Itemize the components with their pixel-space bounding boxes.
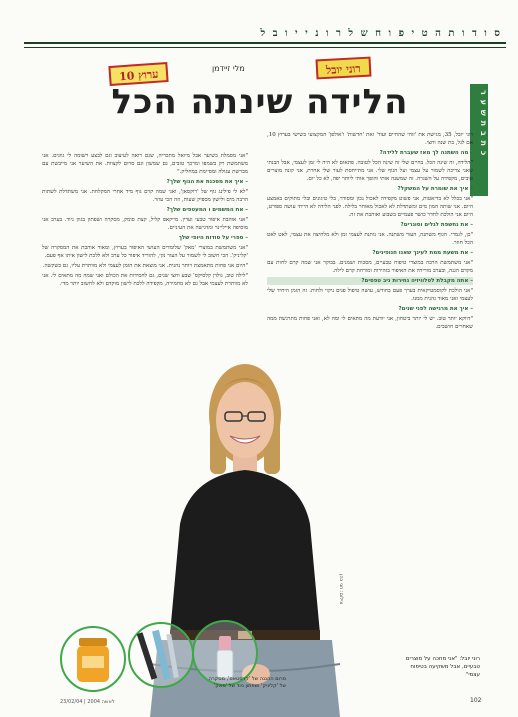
side-strip-label: כ ת ב ת ש ע ר [479,90,488,157]
interview-question: – את משעת ממת לעינך שאנו חנופינים? [372,250,473,256]
product-caption: סרום ההגנה של 'קרסטאס', מסקרה של 'קליניק' ושפתון ניוד של 'מאק' [208,676,286,689]
serum-bottle-icon [62,628,124,690]
article-paragraph: "אני מסמלת בשיער אבל מיואל מתכריה, שגם רואה לעיצוב וגם לבצע רשומה לי גוונים. אני משתמשת רק בשמפו ומרכך טובים, גם שמשון וגם סרום לקצוות. את השיער אני מייבשת עם מברשת עגולה ומסיימת במחליק." [42,153,248,175]
name-tag: רוני יובל [316,57,372,80]
section-banner: ס ו ד ו ת ה ט י פ ו ח ש ל ר ו נ י י ו ב ל [260,28,502,39]
article-paragraph: "דווקא יותר טוב. יש לי יותר ביטחון, אני יודעת מה מתאים לי ומה לא, ואני פחות מתרגשת ממה שאחרים חושבים. [267,316,473,330]
article-paragraph: "כן, לגמרי. הגוף משתנה, העור משתנה. אני נותנת לעצמי זמן ולא מלחיצה את עצמי, לאט לאט הכל חוזר. [267,232,473,246]
article-paragraph: "לא לי פילינג גוף של 'רוקסאן', ואני שמה קרם גוף מיד אחרי המקלחת. אני משתדלת לשתות הרבה מים ולישון מספיק שעות, וזה הכי עוזר. [42,189,248,203]
article-paragraph: רוני יובל, 35, מגישת את 'זוהי שהחיים ועוד' זאת 'חדשות' ו'אולפן' המקצועי בשישי בערוץ 10, אם לגל, בת שנה וחצי. [267,132,473,146]
channel-tag: ערוץ 10 [108,62,169,86]
article-paragraph: "אני הולכת לקוסמטיקאית בערך פעם בחודש, עושה טיפול פנים ניקוי ולחות. זה הזמן היחיד שלי לעצמי ואני מאוד נהנית ממנו. [267,288,473,302]
interview-question: – את נחשפת לגלים וסוגרים? [400,222,473,228]
article-paragraph: "לילה טוב, גולדן קלסיקס' שבע וחצי שנים, גם לחסידות את הכולם ואני שמה מה מתאים לי. אני לא מוותרת לעצמי אבל גם לא מחמירה, מקפידה ללכת לישון מוקדם ולא לחשוב יותר מדי. [42,273,248,287]
interview-question: – מה השתנה לך מאז שעברת ללידה? [379,150,473,156]
article-paragraph: "היום אני פחות מתאמצת ויותר נהנית. אני מוצאת את הזמן לעצמי ולא מוותרת עליו, גם כשקשה. [42,263,248,269]
author-byline: מלי זיידמן [212,64,245,73]
headline: הלידה שינתה הכל [111,82,409,122]
photo-side-caption: רוני יובל: "אני מחכה על מוצרים טבעיים, אבל משקיעה בטיפוח עצמי" [405,656,480,678]
banner-rule [24,42,506,48]
interview-question: – איך את מרגישה לפני שנים? [398,306,473,312]
interview-question: – את המשמים ו המעטפים שלך? [166,207,248,213]
interview-question: – אתה מקבלת לטלוויזיה נחירות ניב טפסים? [267,277,473,285]
article-paragraph: "אני משתמשת הרבה במוצרי טיפוח טבעיים, מסכות ושמנים. בבוקר אני שמה קרם לחות עם מקדם הגנה, ובערב מורידה את האיפור בזהירות ומורחת קרם לילה. [267,260,473,274]
page-number: 102 [470,697,482,704]
product-circle-mascara [128,622,194,688]
photo-credit: צילום: חגי כהן [338,574,344,605]
interview-question: – איך את שומרת על המשקל? [397,186,473,192]
interview-question: – ספרי על סודות היופי שלך [178,235,248,241]
lipstick-icon [194,622,256,684]
mascara-icon [130,624,192,686]
article-paragraph: "אני משתמשת במוצרי 'מאק' שלומדים העושי האיפור בערוץ, ומאוד אוהבת את המסקרה של 'קליניק'. הכי חשוב לי לשמור על העור נקי, להוריד איפור כל ערב ולא ללכת לישון איתו אף פעם. [42,245,248,259]
product-circle-serum [60,626,126,692]
issue-line: לאשה 2004 | 23/02/04 [60,699,115,705]
article-paragraph: "אני אוהבת איפור טבעי ועדין. מייקאפ קליל, קצת סומק, מסקרה ושפתון בגוון ניוד. בערב אני מוסיפה אייליינר ומדגישה את העיניים. [42,217,248,231]
article-paragraph: "הלידה, זה שינה הכל. בחיים שלי זה שינה הכל לטובה. פתאום לא היה לי זמן לעצמי, אבל הבנתי שאני צריכה לשמור על עצמי ועל הגוף שלי. אני מתייחסת לעור שלי אחרת, אני קונה מוצרים טובים, מקפידה על השגרה. זה שמשנה אותי והופך אותי ליותר יפה, לא כל יום. [267,160,473,182]
interview-question: – איך את מסכנת את הגוף שלך? [166,179,248,185]
article-paragraph: "אני בכלל לא בדיאטות, אני פשוט מקפידה לאכול נכון ומסודר, בלי טיגונים ובלי מתוקים באמצע היום. אני שותה המון מים ומשתדלת לא לאכול מאוחר בלילה. לפני הלידה לא הייתי עושה ספורט, היום אני הולכת לחדר כושר פעמיים בשבוע ואוהבת את זה. [267,196,473,218]
